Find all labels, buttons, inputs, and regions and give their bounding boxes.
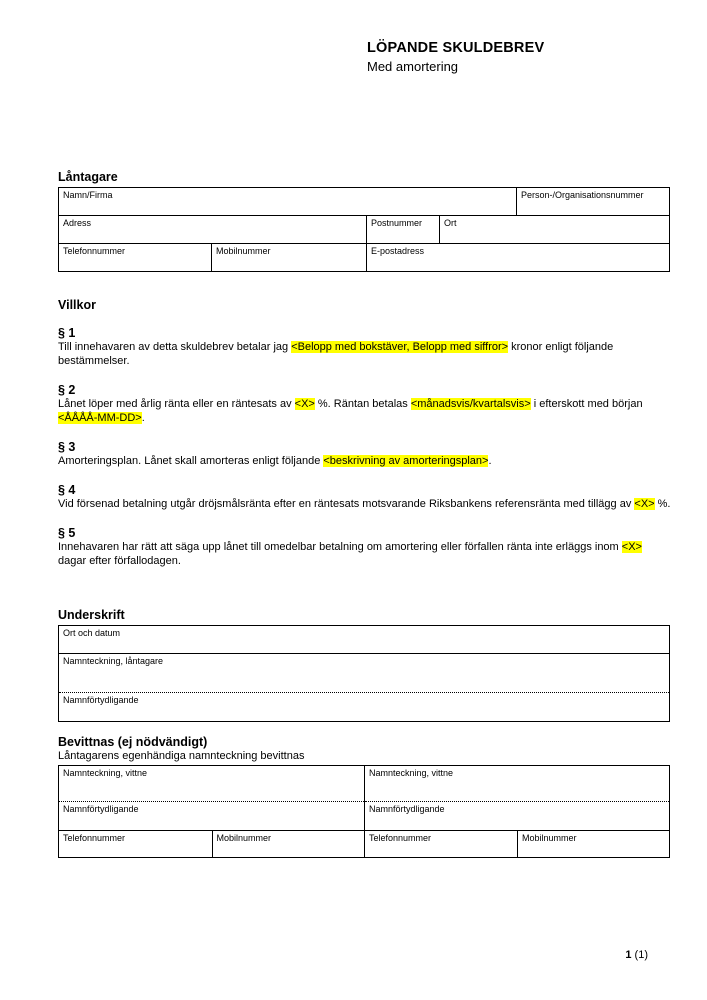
witness-2-column — [364, 766, 669, 857]
field-label: Telefonnummer — [63, 246, 126, 256]
paragraph-text: Till innehavaren av detta skuldebrev betalar jag — [58, 341, 292, 353]
field-mobile-witness-2 — [517, 831, 669, 857]
field-phone — [59, 244, 211, 271]
placeholder-highlight: <Belopp med bokstäver, Belopp med siffror> — [291, 341, 509, 353]
field-address — [59, 216, 366, 243]
term-4-number: § 4 — [58, 483, 76, 497]
page-number-current: 1 — [625, 949, 632, 961]
field-label: Ort och datum — [63, 628, 121, 638]
table-row — [59, 243, 669, 271]
term-2-number: § 2 — [58, 383, 76, 397]
field-label: Person-/Organisationsnummer — [521, 190, 644, 200]
field-label: Ort — [444, 218, 457, 228]
field-mobile-witness-1 — [212, 831, 365, 857]
field-phone-witness-1 — [59, 831, 212, 857]
field-phone-witness-2 — [365, 831, 517, 857]
terms-section — [58, 298, 672, 568]
field-label: Telefonnummer — [63, 833, 126, 843]
placeholder-highlight: <X> — [621, 541, 642, 553]
term-5-number: § 5 — [58, 526, 76, 540]
signature-table — [58, 625, 670, 722]
placeholder-highlight: <beskrivning av amorteringsplan> — [323, 455, 489, 467]
field-label: Namnteckning, låntagare — [63, 656, 164, 666]
placeholder-highlight: <månadsvis/kvartalsvis> — [410, 398, 531, 410]
witness-1-column — [59, 766, 364, 857]
table-row — [59, 188, 669, 215]
term-5-text — [58, 540, 672, 568]
field-label: E-postadress — [371, 246, 425, 256]
placeholder-highlight: <X> — [634, 498, 655, 510]
document-title: LÖPANDE SKULDEBREV — [367, 40, 545, 56]
paragraph-text: %. — [654, 498, 671, 510]
field-label: Namnförtydligande — [63, 695, 139, 705]
document-subtitle: Med amortering — [367, 59, 459, 74]
field-label: Telefonnummer — [369, 833, 432, 843]
page-number — [625, 949, 648, 962]
table-row — [59, 692, 669, 721]
field-email — [366, 244, 669, 271]
term-2-text — [58, 397, 672, 425]
placeholder-highlight: <ÅÅÅÅ-MM-DD> — [58, 412, 142, 424]
field-name-clarification — [59, 693, 669, 721]
field-label: Mobilnummer — [522, 833, 577, 843]
term-4-text — [58, 497, 672, 511]
signature-section — [58, 608, 670, 722]
borrower-heading: Låntagare — [58, 170, 118, 184]
field-name-firm — [59, 188, 516, 215]
paragraph-text: i efterskott med början — [530, 398, 643, 410]
document-header — [367, 40, 544, 74]
field-label: Adress — [63, 218, 92, 228]
field-label: Namnförtydligande — [369, 804, 445, 814]
table-row — [59, 653, 669, 692]
field-city — [439, 216, 669, 243]
paragraph-text: . — [141, 412, 145, 424]
paragraph-text: Amorteringsplan. Lånet skall amorteras enligt följande — [58, 455, 324, 467]
field-name-clarification-witness-1 — [59, 802, 364, 831]
terms-heading: Villkor — [58, 298, 96, 312]
borrower-section — [58, 170, 670, 272]
paragraph-text: Vid försenad betalning utgår dröjsmålsränta efter en räntesats motsvarande Riksbankens referensränta med tillägg av — [58, 498, 635, 510]
witness-1-phone-row — [59, 831, 364, 857]
witness-subheading: Låntagarens egenhändiga namnteckning bevittnas — [58, 750, 305, 762]
field-person-org-number — [516, 188, 669, 215]
field-label: Namnförtydligande — [63, 804, 139, 814]
field-label: Namnteckning, vittne — [369, 768, 454, 778]
borrower-table — [58, 187, 670, 272]
witness-2-phone-row — [365, 831, 669, 857]
field-label: Postnummer — [371, 218, 423, 228]
paragraph-text: . — [488, 455, 492, 467]
field-postal-code — [366, 216, 439, 243]
field-label: Mobilnummer — [216, 246, 271, 256]
witness-heading: Bevittnas (ej nödvändigt) — [58, 735, 208, 749]
field-label: Namnteckning, vittne — [63, 768, 148, 778]
paragraph-text: kronor enligt följande bestämmelser. — [58, 341, 614, 367]
term-1-number: § 1 — [58, 326, 76, 340]
witness-section — [58, 735, 670, 858]
term-1-text — [58, 340, 672, 368]
field-signature-witness-2 — [365, 766, 669, 802]
page-number-total: (1) — [634, 949, 648, 961]
field-signature-borrower — [59, 654, 669, 692]
paragraph-text: dagar efter förfallodagen. — [58, 555, 181, 567]
field-name-clarification-witness-2 — [365, 802, 669, 831]
witness-table — [58, 765, 670, 858]
placeholder-highlight: <X> — [294, 398, 315, 410]
table-row — [59, 626, 669, 653]
table-row — [59, 215, 669, 243]
field-label: Namn/Firma — [63, 190, 113, 200]
term-3-number: § 3 — [58, 440, 76, 454]
term-3-text — [58, 454, 672, 468]
field-mobile — [211, 244, 366, 271]
paragraph-text: %. Räntan betalas — [314, 398, 411, 410]
paragraph-text: Innehavaren har rätt att säga upp lånet till omedelbar betalning om amortering eller förfallen ränta inte erläggs inom — [58, 541, 622, 553]
paragraph-text: Lånet löper med årlig ränta eller en räntesats av — [58, 398, 295, 410]
signature-heading: Underskrift — [58, 608, 125, 622]
field-signature-witness-1 — [59, 766, 364, 802]
field-place-date — [59, 626, 669, 653]
field-label: Mobilnummer — [216, 833, 272, 843]
